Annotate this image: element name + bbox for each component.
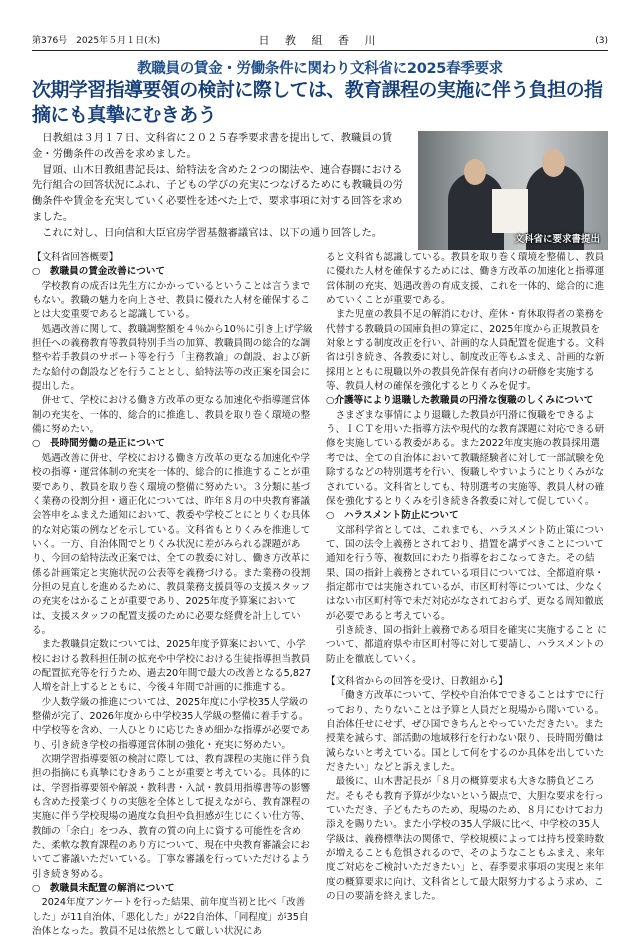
paragraph: 「働き方改革について、学校や自治体でできることはすでに行っており、たりないことは予算と人員だと現場から聞いている。自治体任せにせず、ぜひ国できちんとやっていただきたい。また授業を減らす、部活動の地域移行を行わない限り、長時間労働は減らないと考えている。国として何をするのか具体を出していただきたい」などと訴えました。 (326, 690, 605, 774)
photo-caption: 文科省に要求書提出 (514, 234, 600, 245)
section-title: ○介護等により退職した教職員の円滑な復職のしくみについて (326, 395, 594, 407)
header-rule (32, 50, 608, 51)
section-title: ○ ハラスメント防止について (326, 510, 459, 522)
paragraph: 処遇改善に関して、教職調整額を４％から10％に引き上げ学級担任への義務教育等教員特別手当の加算、教職員間の総合的な調整や若手教員のサポート等を行う「主務教諭」の創設、および新たな給付の創設などを行うこととし、給特法等の改正案を国会に提出した。 (32, 323, 313, 393)
lead-title: 教職員の賃金・労働条件に関わり文科省に2025春季要求 (137, 61, 503, 77)
person-left-head (464, 159, 486, 185)
paragraph: 2024年度アンケートを行った結果、前年度当初と比べ「改善した」が11自治体、「悪化した」が22自治体、「同程度」が35自治体となった。教員不足は依然として厳しい状況にあ (32, 897, 309, 938)
paragraph: 最後に、山木書記長が「８月の概算要求も大きな勝負どころだ。そもそも教育予算が少ないという観点で、大胆な要求を行っていただき、子どもたちのため、現場のため、８月にむけてお力添えを賜りたい。また小学校の35人学級に比べ、中学校の35人学級は、義務標準法の関係で、学校規模によっては持ち授業時数が増えることも危惧されるので、そのようなこともふまえ、来年度ご対応をご検討いただきたい」と、春季要求事項の実現と来年度の概算要求に向け、文科省として最大限努力するよう求め、この日の要請を終えました。 (326, 776, 605, 903)
person-right-head (542, 149, 565, 177)
intro-paragraph: これに対し、日向信和大臣官房学習基盤審議官は、以下の通り回答した。 (42, 226, 383, 239)
section-title: ○ 長時間労働の是正について (32, 438, 165, 450)
issue-info: 第376号 2025年５月１日(木) (32, 36, 161, 46)
paragraph: 少人数学級の推進については、2025年度に小学校35人学級の整備が完了、2026年度から中学校35人学級の整備に着手する。中学校等を含め、一人ひとりに応じたきめ細かな指導が必要であり、引き続き学校の指導運営体制の強化・充実に努めたい。 (32, 696, 310, 751)
section-title: ○ 教職員未配置の解消について (32, 883, 175, 895)
document-sheet (492, 189, 528, 233)
paragraph: 次期学習指導要領の検討に際しては、教育課程の実施に伴う負担の指摘にも真摯にむきあうことが重要と考えている。具体的には、学習指導要領や解説・教科書・入試・教員用指導書等の影響も含めた授業づくりの実態を全体として捉えながら、教育課程の実施に伴う学校現場の過度な負担や負担感が生じにくい仕方等、教師の「余白」をつみ、教育の質の向上に資する可能性を含めた、柔軟な教育課程のあり方について、現在中央教育審議会においてご審議いただいている。丁寧な審議を行っていただけるよう引き続き努める。 (32, 754, 311, 880)
paper-title: 日 教 組 香 川 (258, 34, 382, 47)
news-photo (418, 131, 608, 250)
headline: 次期学習指導要領の検討に際しては、教育課程の実施に伴う負担の指摘にも真摯にむきあう (32, 79, 603, 126)
section-title: ○ 教職員の賃金改善について (32, 266, 165, 278)
intro-paragraph: 日教組は３月１７日、文科省に２０２５春季要求書を提出して、教職員の賃金・労働条件の改善を求めました。 (32, 132, 393, 160)
paragraph: 処遇改善に併せ、学校における働き方改革の更なる加速化や学校の指導・運営体制の充実を一体的、総合的に推進することが重要であり、教員を取り巻く環境の整備に努めたい。３分類に基づく業務の役割分担・適正化については、昨年８月の中央教育審議会答申をふまえた通知において、教委や学校ごとにとりくむ具体的な対応策の例などを示している。文科省もとりくみを推進していく。一方、自治体間でとりくみ状況に差がみられる課題があり、今回の給特法改正案では、全ての教委に対し、働き方改革に係る計画策定と実施状況の公表等を義務づける。また業務の役割分担の見直しを進めるために、教員業務支援員等の支援スタッフの充実をはかることが重要であり、2025年度予算案においては、支援スタッフの配置支援のために必要な経費を計上している。 (32, 452, 311, 636)
paragraph: また教職員定数については、2025年度予算案において、小学校における教科担任制の拡充や中学校における生徒指導担当教員の配置拡充等を行うため、過去20年間で最大の改善となる5,827人増を計上するとともに、今後４年間で計画的に推進する。 (32, 639, 312, 694)
paragraph: さまざまな事情により退職した教員が円滑に復職をできるよう、ＩＣＴを用いた指導方法や現代的な教育課題に対応できる研修を実施している教委がある。また2022年度実施の教員採用選考では、全ての自治体において教職経験者に対して一部試験を免除するなどの特別選考を行い、復職しやすいようにとりくみがなされている。文科省としても、特別選考の実施等、教員人材の確保を強化するとりくみを引き続き各教委に対して促していく。 (326, 409, 605, 507)
right-column (326, 251, 608, 904)
answer-summary-title: 【文科省回答概要】 (32, 252, 119, 263)
paragraph: 併せて、学校における働き方改革の更なる加速化や指導運営体制の充実を、一体的、総合的に推進し、教員を取り巻く環境の整備に努めたい。 (32, 395, 311, 436)
paragraph: 引き続き、国の指針上義務である項目を確実に実施すること について、都道府県や市区町村等に対して要請し、ハラスメントの防止を徹底していく。 (326, 624, 607, 665)
page-header (32, 34, 608, 48)
page-number: (3) (595, 36, 608, 46)
nikkyoso-response-title: 【文科省からの回答を受け、日教組から】 (326, 675, 508, 687)
intro-paragraph: 冒頭、山木日教組書記長は、給特法を含めた２つの閣法や、連合春闘における先行組合の回答状況にふれ、子どもの学びの充実につなげるためにも教職員の労働条件や賃金を充実していく必要性を述べた上で、要求事項に対する回答を求めました。 (32, 163, 404, 223)
intro-text (32, 131, 410, 242)
paragraph: また児童の教員不足の解消にむけ、産休・育休取得者の業務を代替する教職員の国庫負担の算定に、2025年度から正規教員を対象とする制度改正を行い、計画的な人員配置を促進する。文科省は引き続き、各教委に対し、制度改正等もふまえ、計画的な新採用とともに現職以外の教員免許保有者向けの研修を実施する等、教員人材の確保を強化するとりくみを促す。 (326, 309, 605, 393)
left-column (32, 251, 314, 940)
paragraph: ると文科省も認識している。教員を取り巻く環境を整備し、教員に優れた人材を確保するためには、働き方改革の加速化と指導運営体制の充実、処遇改善の育成支援、これを一体的、総合的に進めていくことが重要である。 (326, 252, 605, 307)
paragraph: 文部科学省としては、これまでも、ハラスメント防止策について、国の法令上義務とされており、措置を講ずべきことについて通知を行う等、複数回にわたり指導をおこなってきた。その結果、国の指針上義務とされている項目については、全都道府県・指定都市では実施されているが、市区町村等については、少なくはない市区町村等で未だ対応がなされておらず、更なる周知徹底が必要であると考えている。 (326, 524, 605, 622)
paragraph: 学校教育の成否は先生方にかかっているということは言うまでもない。教職の魅力を向上させ、教員に優れた人材を確保することは大変重要であると認識している。 (32, 280, 311, 321)
